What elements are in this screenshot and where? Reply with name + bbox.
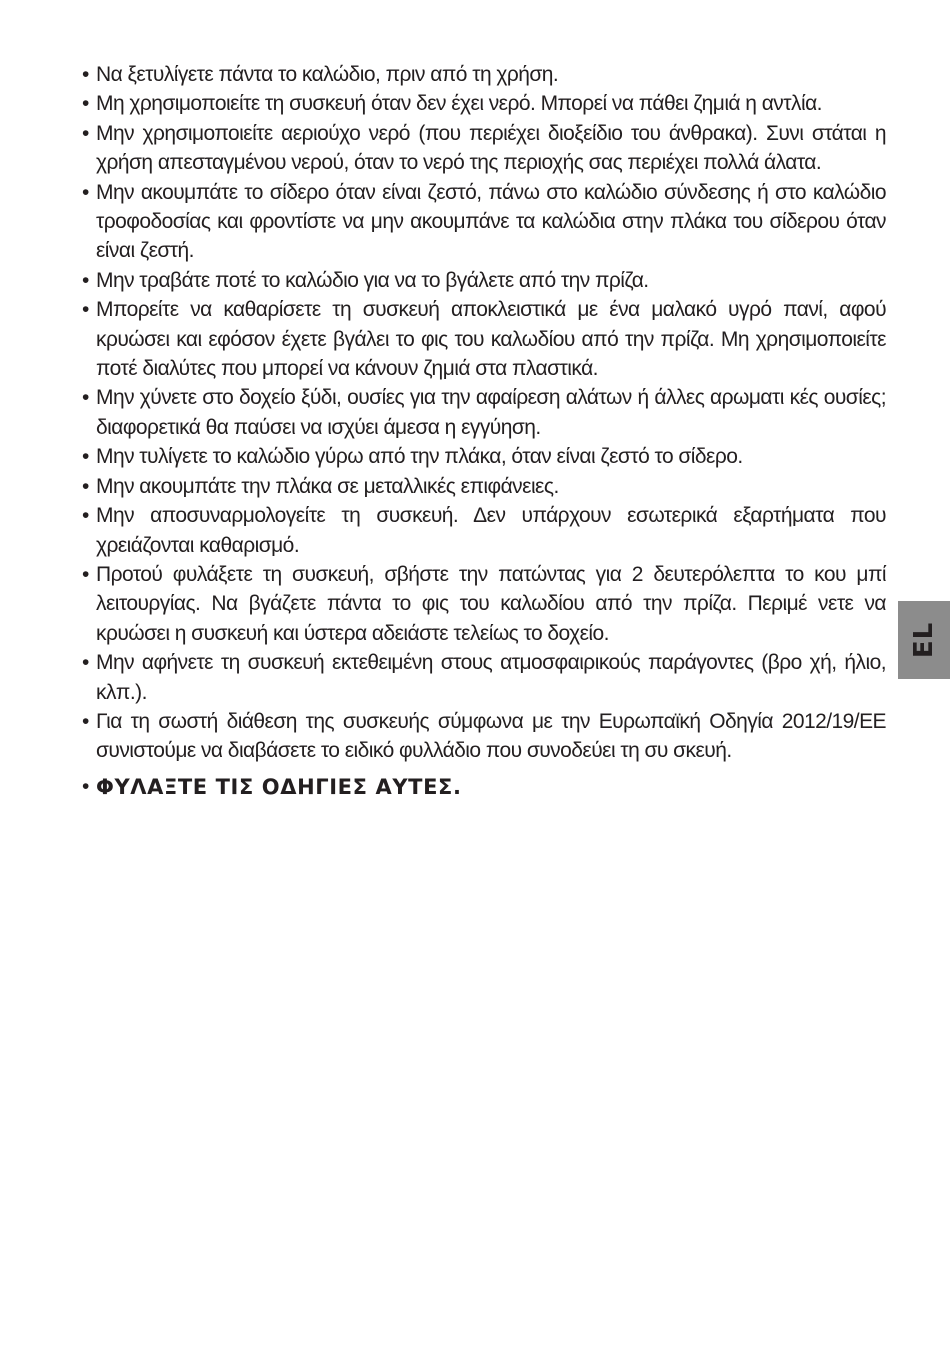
- instruction-item: • Προτού φυλάξετε τη συσκευή, σβήστε την πατώντας για 2 δευτερόλεπτα το κου μπί λειτουργίας. Να βγάζετε πάντα το φις του καλωδίου από την πρίζα. Περιμέ νετε να κρυώσει η συσκευή και ύστερα αδειάστε τελείως το δοχείο.: [82, 560, 886, 648]
- bullet-icon: •: [82, 562, 89, 586]
- instruction-item: • Μην αφήνετε τη συσκευή εκτεθειμένη στους ατμοσφαιρικούς παράγοντες (βρο χή, ήλιο, κλπ.).: [82, 648, 886, 707]
- bullet-icon: •: [82, 474, 89, 498]
- document-body: [82, 60, 886, 802]
- instruction-item: • Μη χρησιμοποιείτε τη συσκευή όταν δεν έχει νερό. Μπορεί να πάθει ζημιά η αντλία.: [82, 89, 886, 118]
- bullet-icon: •: [82, 651, 89, 675]
- language-tab-label: EL: [909, 621, 939, 659]
- bullet-icon: •: [82, 63, 89, 86]
- instruction-item: • Μην χρησιμοποιείτε αεριούχο νερό (που περιέχει διοξείδιο του άνθρακα). Συνι στάται η χρήση απεσταγμένου νερού, όταν το νερό της περιοχής σας περιέχει πολλά άλατα.: [82, 119, 886, 178]
- instruction-item: • Μπορείτε να καθαρίσετε τη συσκευή αποκλειστικά με ένα μαλακό υγρό πανί, αφού κρυώσει και εφόσον έχετε βγάλει το φις του καλωδίου από την πρίζα. Μη χρησιμοποιείτε ποτέ διαλύτες που μπορεί να κάνουν ζημιά στα πλαστικά.: [82, 295, 886, 383]
- bullet-icon: •: [82, 445, 89, 469]
- bullet-icon: •: [82, 504, 89, 528]
- bullet-icon: •: [82, 92, 89, 116]
- bullet-icon: •: [82, 268, 89, 292]
- instruction-item: • Μην τραβάτε ποτέ το καλώδιο για να το βγάλετε από την πρίζα.: [82, 266, 886, 295]
- instruction-item: • Για τη σωστή διάθεση της συσκευής σύμφωνα με την Ευρωπαϊκή Οδηγία 2012/19/ΕΕ συνιστούμε να διαβάσετε το ειδικό φυλλάδιο που συνοδεύει τη συ σκευή.: [82, 707, 886, 766]
- instruction-item: • Μην ακουμπάτε την πλάκα σε μεταλλικές επιφάνειες.: [82, 472, 886, 501]
- bullet-icon: •: [82, 386, 89, 410]
- bullet-icon: •: [82, 298, 89, 322]
- instruction-item: • Μην ακουμπάτε το σίδερο όταν είναι ζεστό, πάνω στο καλώδιο σύνδεσης ή στο καλώδιο τροφοδοσίας και φροντίστε να μην ακουμπάνε τα καλώδια στην πλάκα του σίδερου όταν είναι ζεστή.: [82, 178, 886, 266]
- bullet-icon: •: [82, 774, 90, 798]
- instruction-item: • Μην χύνετε στο δοχείο ξύδι, ουσίες για την αφαίρεση αλάτων ή άλλες αρωματι κές ουσίες; διαφορετικά θα παύσει να ισχύει άμεσα η εγγύηση.: [82, 383, 886, 442]
- bullet-icon: •: [82, 180, 89, 204]
- safety-instructions-list: [82, 60, 886, 766]
- keep-instructions-notice: [82, 772, 886, 802]
- keep-instructions-text: ΦΥΛΑΞΤΕ ΤΙΣ ΟΔΗΓΙΕΣ ΑΥΤΕΣ.: [96, 774, 462, 799]
- language-tab: [898, 601, 950, 679]
- bullet-icon: •: [82, 121, 89, 145]
- instruction-item: • Μην αποσυναρμολογείτε τη συσκευή. Δεν υπάρχουν εσωτερικά εξαρτήματα που χρειάζονται καθαρισμό.: [82, 501, 886, 560]
- bullet-icon: •: [82, 709, 89, 733]
- instruction-item: • Να ξετυλίγετε πάντα το καλώδιο, πριν από τη χρήση.: [82, 60, 886, 89]
- instruction-item: • Μην τυλίγετε το καλώδιο γύρω από την πλάκα, όταν είναι ζεστό το σίδερο.: [82, 442, 886, 471]
